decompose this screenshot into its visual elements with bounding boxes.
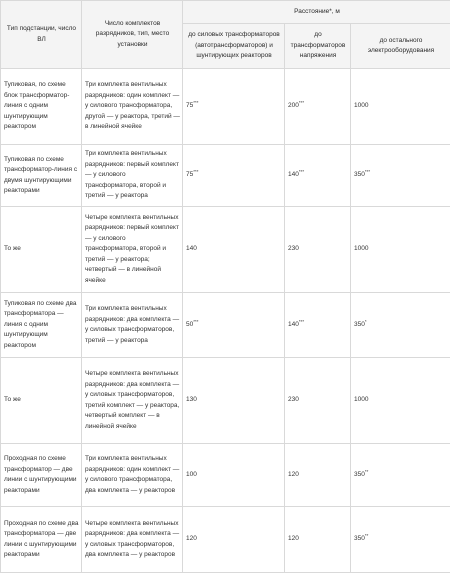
cell-substation-type: Тупиковая по схеме трансформатор-линия с двумя шунтирующими реакторами [1,145,82,207]
cell-arrester-sets: Три комплекта вентильных разрядников: два комплекта — у силовых трансформаторов, третий — у реактора [82,293,183,358]
footnote-mark: *** [193,318,199,324]
header-distance-to-other-equipment: до остального электрооборудования [351,24,450,69]
distance-value: 100 [186,470,197,478]
distance-value: 75 [186,102,194,110]
distance-value: 350 [354,171,365,179]
cell-substation-type: То же [1,358,82,444]
cell-arrester-sets: Три комплекта вентильных разрядников: один комплект — у силового трансформатора, другой — у реактора, третий — в линейной ячейке [82,69,183,145]
cell-substation-type: Проходная по схеме два трансформатора — две линии с шунтирующими реакторами [1,507,82,573]
cell-distance-voltage [285,444,351,507]
distance-value: 120 [288,535,299,543]
distance-value: 350 [354,320,365,328]
cell-distance-voltage [285,293,351,358]
header-distance-to-transformers: до силовых трансформаторов (автотрансформаторов) и шунтирующих реакторов [183,24,285,69]
header-distance-to-voltage-transformers: до трансформаторов напряжения [285,24,351,69]
distance-value: 120 [186,535,197,543]
distance-value: 350 [354,535,365,543]
cell-substation-type: Проходная по схеме трансформатор — две линии с шунтирующими реакторами [1,444,82,507]
distance-value: 1000 [354,396,369,404]
header-arrester-sets: Число комплектов разрядников, тип, место установки [82,1,183,69]
distance-value: 75 [186,171,194,179]
distance-value: 120 [288,470,299,478]
footnote-mark: *** [364,169,371,175]
distance-value: 140 [288,320,299,328]
cell-distance-other [351,444,450,507]
cell-distance-transformer [183,444,285,507]
footnote-mark: *** [298,169,305,175]
table-row [1,293,450,358]
footnote-mark: ** [364,533,369,539]
cell-distance-transformer [183,293,285,358]
footnote-mark: *** [193,169,199,175]
distance-value: 140 [288,171,299,179]
cell-distance-transformer [183,207,285,293]
distance-value: 350 [354,470,365,478]
cell-substation-type: Тупиковая, по схеме блок трансформатор-линия с одним шунтирующим реактором [1,69,82,145]
cell-distance-transformer [183,507,285,573]
cell-arrester-sets: Три комплекта вентильных разрядников: первый комплект — у силового трансформатора, второй и третий — у реактора [82,145,183,207]
footnote-mark: * [364,318,367,324]
cell-arrester-sets: Три комплекта вентильных разрядников: один комплект — у силового трансформатора, два комплекта — у реакторов [82,444,183,507]
cell-distance-other [351,207,450,293]
cell-distance-other [351,69,450,145]
cell-substation-type: Тупиковая по схеме два трансформатора — линия с одним шунтирующим реактором [1,293,82,358]
cell-distance-voltage [285,358,351,444]
footnote-mark: *** [298,100,305,106]
cell-distance-voltage [285,69,351,145]
cell-distance-transformer [183,69,285,145]
table-row [1,145,450,207]
cell-distance-transformer [183,358,285,444]
distance-value: 130 [186,396,197,404]
footnote-mark: ** [364,468,369,474]
cell-arrester-sets: Четыре комплекта вентильных разрядников: первый комплект — у силового трансформатора, второй и третий — у реактора; четвертый — в линейной ячейке [82,207,183,293]
header-substation-type: Тип подстанции, число ВЛ [1,1,82,69]
distance-value: 230 [288,245,299,253]
cell-arrester-sets: Четыре комплекта вентильных разрядников: два комплекта — у силовых трансформаторов, третий комплект — у реактора, четвертый комплект — в линейной ячейке [82,358,183,444]
cell-distance-voltage [285,207,351,293]
cell-distance-other [351,145,450,207]
table-row [1,207,450,293]
cell-substation-type: То же [1,207,82,293]
distance-value: 140 [186,245,197,253]
cell-distance-other [351,293,450,358]
table-row [1,69,450,145]
distance-value: 1000 [354,245,369,253]
table-row [1,507,450,573]
cell-distance-voltage [285,507,351,573]
distance-value: 50 [186,320,194,328]
cell-distance-other [351,358,450,444]
table-header [1,1,450,69]
cell-distance-other [351,507,450,573]
table-row [1,358,450,444]
distance-value: 1000 [354,102,369,110]
footnote-mark: *** [193,100,199,106]
cell-distance-voltage [285,145,351,207]
distance-value: 230 [288,396,299,404]
table-row [1,444,450,507]
header-distance-group: Расстояние*, м [183,1,450,24]
footnote-mark: *** [298,318,305,324]
distance-value: 200 [288,102,299,110]
table-body [1,69,450,573]
cell-distance-transformer [183,145,285,207]
cell-arrester-sets: Четыре комплекта вентильных разрядников: два комплекта — у силовых трансформаторов, два комплекта — у реакторов [82,507,183,573]
